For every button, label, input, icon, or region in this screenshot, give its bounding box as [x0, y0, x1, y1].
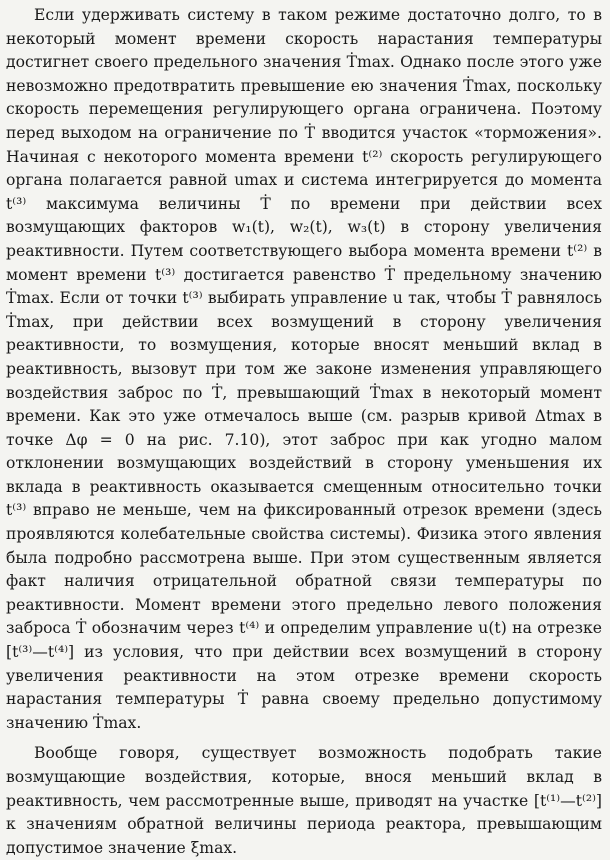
paragraph-1: Если удерживать систему в таком режиме достаточно долго, то в некоторый момент времени скорость нарастания температуры достигнет своего предельного значения Ṫmax. Однако после этого уже невозможно предотвратить превышение ею значения Ṫmax, поскольку скорость перемещения регулирующего органа ограничена. Поэтому перед выходом на ограничение по Ṫ вводится участок «торможения». Начиная с некоторого момента времени t⁽²⁾ скорость регулирующего органа полагается равной umax и система интегрируется до момента t⁽³⁾ максимума величины Ṫ по времени при действии всех возмущающих факторов w₁(t), w₂(t), w₃(t) в сторону увеличения реактивности. Путем соответствующего выбора момента времени t⁽²⁾ в момент времени t⁽³⁾ достигается равенство Ṫ предельному значению Ṫmax. Если от точки t⁽³⁾ выбирать управление u так, чтобы Ṫ равнялось Ṫmax, при действии всех возмущений в сторону увеличения реактивности, то возмущения, которые вносят меньший вклад в реактивность, вызовут при том же законе изменения управляющего воздействия заброс по Ṫ, превышающий Ṫmax в некоторый момент времени. Как это уже отмечалось выше (см. разрыв кривой Δtmax в точке Δφ = 0 на рис. 7.10), этот заброс при как угодно малом отклонении возмущающих воздействий в сторону уменьшения их вклада в реактивность оказывается смещенным относительно точки t⁽³⁾ вправо не меньше, чем на фиксированный отрезок времени (здесь проявляются колебательные свойства системы). Физика этого явления была подробно рассмотрена выше. При этом существенным является факт наличия отрицательной обратной связи температуры по реактивности. Момент времени этого предельно левого положения заброса Ṫ обозначим через t⁽⁴⁾ и определим управление u(t) на отрезке [t⁽³⁾—t⁽⁴⁾] из условия, что при действии всех возмущений в сторону увеличения реактивности на этом отрезке времени скорость нарастания температуры Ṫ равна своему предельно допустимому значению Ṫmax.: [6, 6, 602, 732]
paragraph-2: Вообще говоря, существует возможность подобрать такие возмущающие воздействия, которые, внося меньший вклад в реактивность, чем рассмотренные выше, приводят на участке [t⁽¹⁾—t⁽²⁾] к значениям обратной величины периода реактора, превышающим допустимое значение ξmax.: [6, 744, 602, 857]
